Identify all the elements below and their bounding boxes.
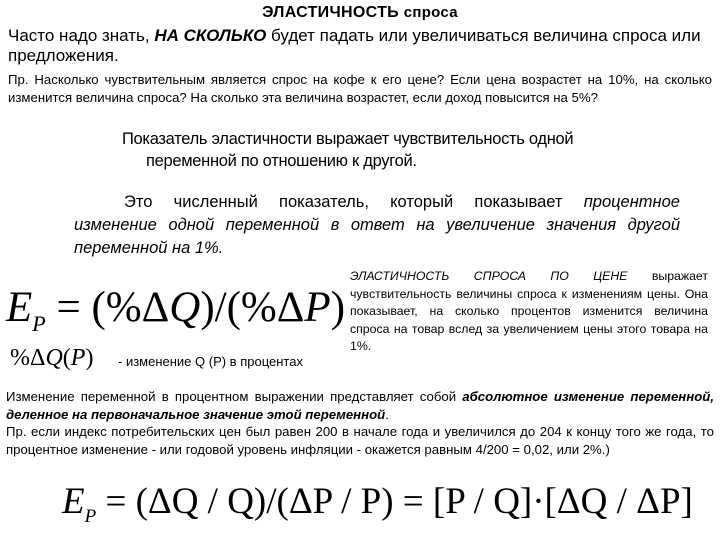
percent-change-label: - изменение Q (P) в процентах (118, 354, 303, 369)
indicator-first-word: Это (124, 193, 153, 211)
formula-part-1: = (%Δ (45, 284, 170, 331)
pq-q-symbol: Q (45, 345, 63, 371)
elasticity-formula-expanded (62, 480, 693, 528)
price-elasticity-text: выражает чувствительность величины спроса к изменениям цены. Она показывает, на сколько процентов изменится величина спроса на товар вслед за увеличением цены этого товара на 1%. (350, 269, 708, 353)
formula2-e-subscript: P (84, 506, 97, 527)
elasticity-formula (6, 283, 345, 337)
formula2-e-symbol: E (62, 481, 85, 522)
explanation-period: . (385, 406, 389, 422)
definition-line-2: переменной по отношению к другой. (146, 152, 417, 170)
inflation-example: Пр. если индекс потребительских цен был равен 200 в начале года и увеличился до 204 к концу того же года, то процентное изменение - или годовой уровень инфляции - окажется равным 4/200 = 0,02, или 2%.) (6, 424, 714, 457)
definition-line-1: Показатель эластичности выражает чувствительность одной (122, 130, 574, 148)
formula-part-2: )/(%Δ (200, 284, 305, 331)
price-elasticity-paragraph (350, 268, 708, 356)
example-question-paragraph: Пр. Насколько чувствительным является спрос на кофе к его цене? Если цена возрастет на 10%, на сколько изменится величина спроса? На сколько эта величина возрастет, если доход повысится на 5%? (8, 72, 712, 105)
title-sub: спроса (403, 4, 458, 21)
indicator-text: численный показатель, который показывает (152, 193, 584, 211)
percent-change-explanation (6, 388, 714, 458)
intro-text-end: будет падать или увеличиваться величина спроса или предложения. (8, 26, 701, 65)
intro-emphasis: НА СКОЛЬКО (154, 26, 267, 45)
page-title (0, 4, 720, 22)
explanation-emphasis: абсолютное изменение переменной, деленное на первоначальное значение этой переменной (6, 389, 714, 422)
pq-p-symbol: P (70, 345, 86, 371)
intro-paragraph (8, 26, 712, 66)
formula-part-3: ) (330, 284, 346, 331)
indicator-italic-text: процентное изменение одной переменной в ответ на увеличение значения другой переменной на 1%. (74, 193, 680, 257)
elasticity-definition (122, 128, 592, 172)
percent-delta: %Δ (10, 345, 46, 371)
formula-e-symbol: E (6, 284, 33, 331)
formula-q-symbol: Q (169, 284, 201, 331)
title-main: ЭЛАСТИЧНОСТЬ (262, 4, 399, 21)
intro-text-start: Часто надо знать, (8, 26, 155, 45)
pq-open-paren: ( (62, 345, 71, 371)
percent-change-symbol (10, 345, 93, 372)
explanation-text: Изменение переменной в процентном выражении представляет собой (6, 389, 463, 404)
formula2-body: = (ΔQ / Q)/(ΔP / P) = [P / Q]·[ΔQ / ΔP] (96, 481, 693, 522)
formula-e-subscript: P (32, 311, 46, 336)
price-elasticity-term: ЭЛАСТИЧНОСТЬ СПРОСА ПО ЦЕНЕ (350, 269, 628, 283)
formula-p-symbol: P (304, 284, 331, 331)
pq-close-paren: ) (85, 345, 94, 371)
numeric-indicator-paragraph (74, 191, 680, 260)
